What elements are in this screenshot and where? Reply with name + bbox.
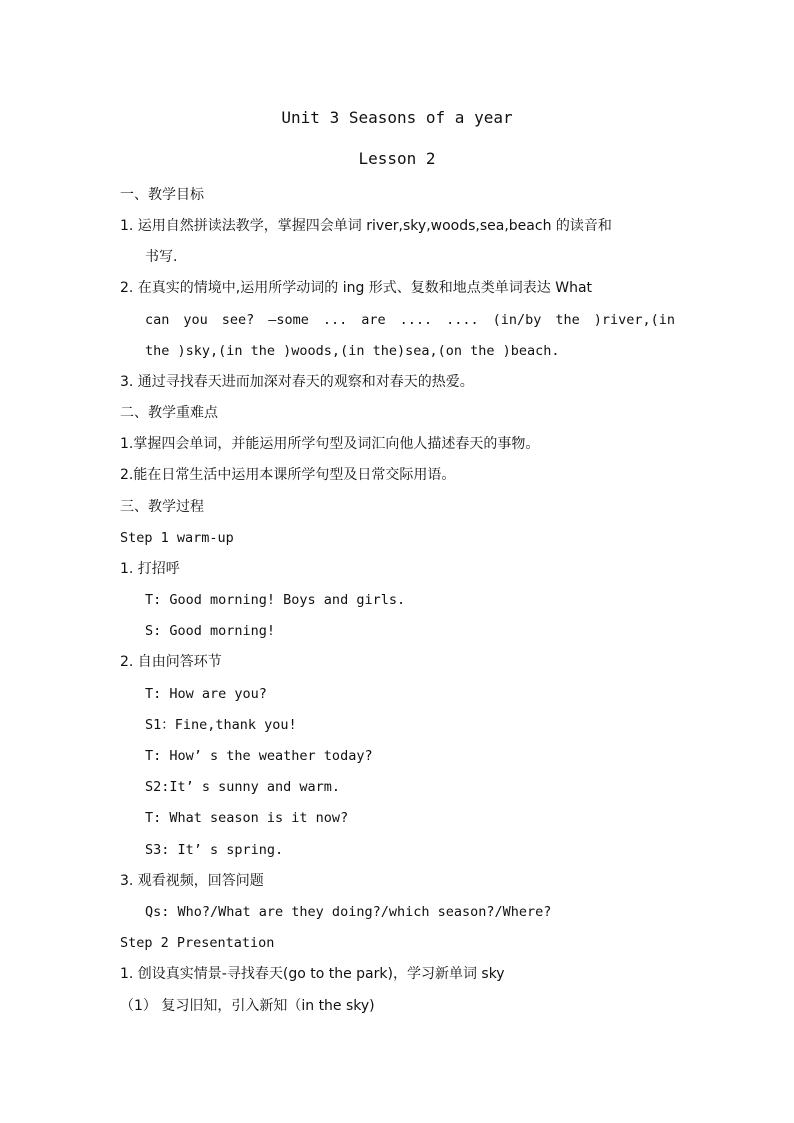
dialogue-line: S: Good morning! — [145, 623, 276, 639]
dialogue-line: S3: It’ s spring. — [145, 842, 284, 858]
dialogue-line: T: Good morning! Boys and girls. — [145, 592, 406, 608]
document-subtitle: Lesson 2 — [358, 149, 436, 168]
dialogue-line: S1：Fine,thank you! — [145, 717, 297, 733]
document-title: Unit 3 Seasons of a year — [281, 108, 513, 127]
section-heading-process: 三、教学过程 — [120, 499, 204, 515]
step-1-item-1: 1. 打招呼 — [120, 561, 180, 577]
objective-item-2-continued-b: the )sky,(in the )woods,(in the)sea,(on the )beach. — [145, 343, 560, 359]
dialogue-line: T: What season is it now? — [145, 810, 349, 826]
objective-item-2-continued-a: can you see? —some ... are .... .... (in/by the )river,(in — [145, 312, 675, 328]
key-point-1: 1.掌握四会单词，并能运用所学句型及词汇向他人描述春天的事物。 — [120, 436, 540, 452]
dialogue-line: T: How are you? — [145, 686, 267, 702]
questions-line: Qs: Who?/What are they doing?/which season?/Where? — [145, 904, 552, 920]
step-2-subitem-1: （1） 复习旧知，引入新知（in the sky) — [120, 998, 375, 1014]
dialogue-line: S2:It’ s sunny and warm. — [145, 779, 341, 795]
step-2-heading: Step 2 Presentation — [120, 935, 275, 951]
key-point-2: 2.能在日常生活中运用本课所学句型及日常交际用语。 — [120, 467, 456, 483]
step-1-item-2: 2. 自由问答环节 — [120, 654, 222, 670]
step-1-item-3: 3. 观看视频，回答问题 — [120, 873, 264, 889]
objective-item-2: 2. 在真实的情境中,运用所学动词的 ing 形式、复数和地点类单词表达 What — [120, 280, 593, 296]
objective-item-1-continued: 书写. — [145, 249, 178, 265]
dialogue-line: T: How’ s the weather today? — [145, 748, 373, 764]
section-heading-objectives: 一、教学目标 — [120, 187, 204, 203]
objective-item-1: 1. 运用自然拼读法教学，掌握四会单词 river,sky,woods,sea,beach 的读音和 — [120, 218, 612, 234]
step-1-heading: Step 1 warm-up — [120, 530, 234, 546]
section-heading-key-points: 二、教学重难点 — [120, 405, 218, 421]
objective-item-3: 3. 通过寻找春天进而加深对春天的观察和对春天的热爱。 — [120, 374, 474, 390]
step-2-item-1: 1. 创设真实情景-寻找春天(go to the park)，学习新单词 sky — [120, 966, 505, 982]
